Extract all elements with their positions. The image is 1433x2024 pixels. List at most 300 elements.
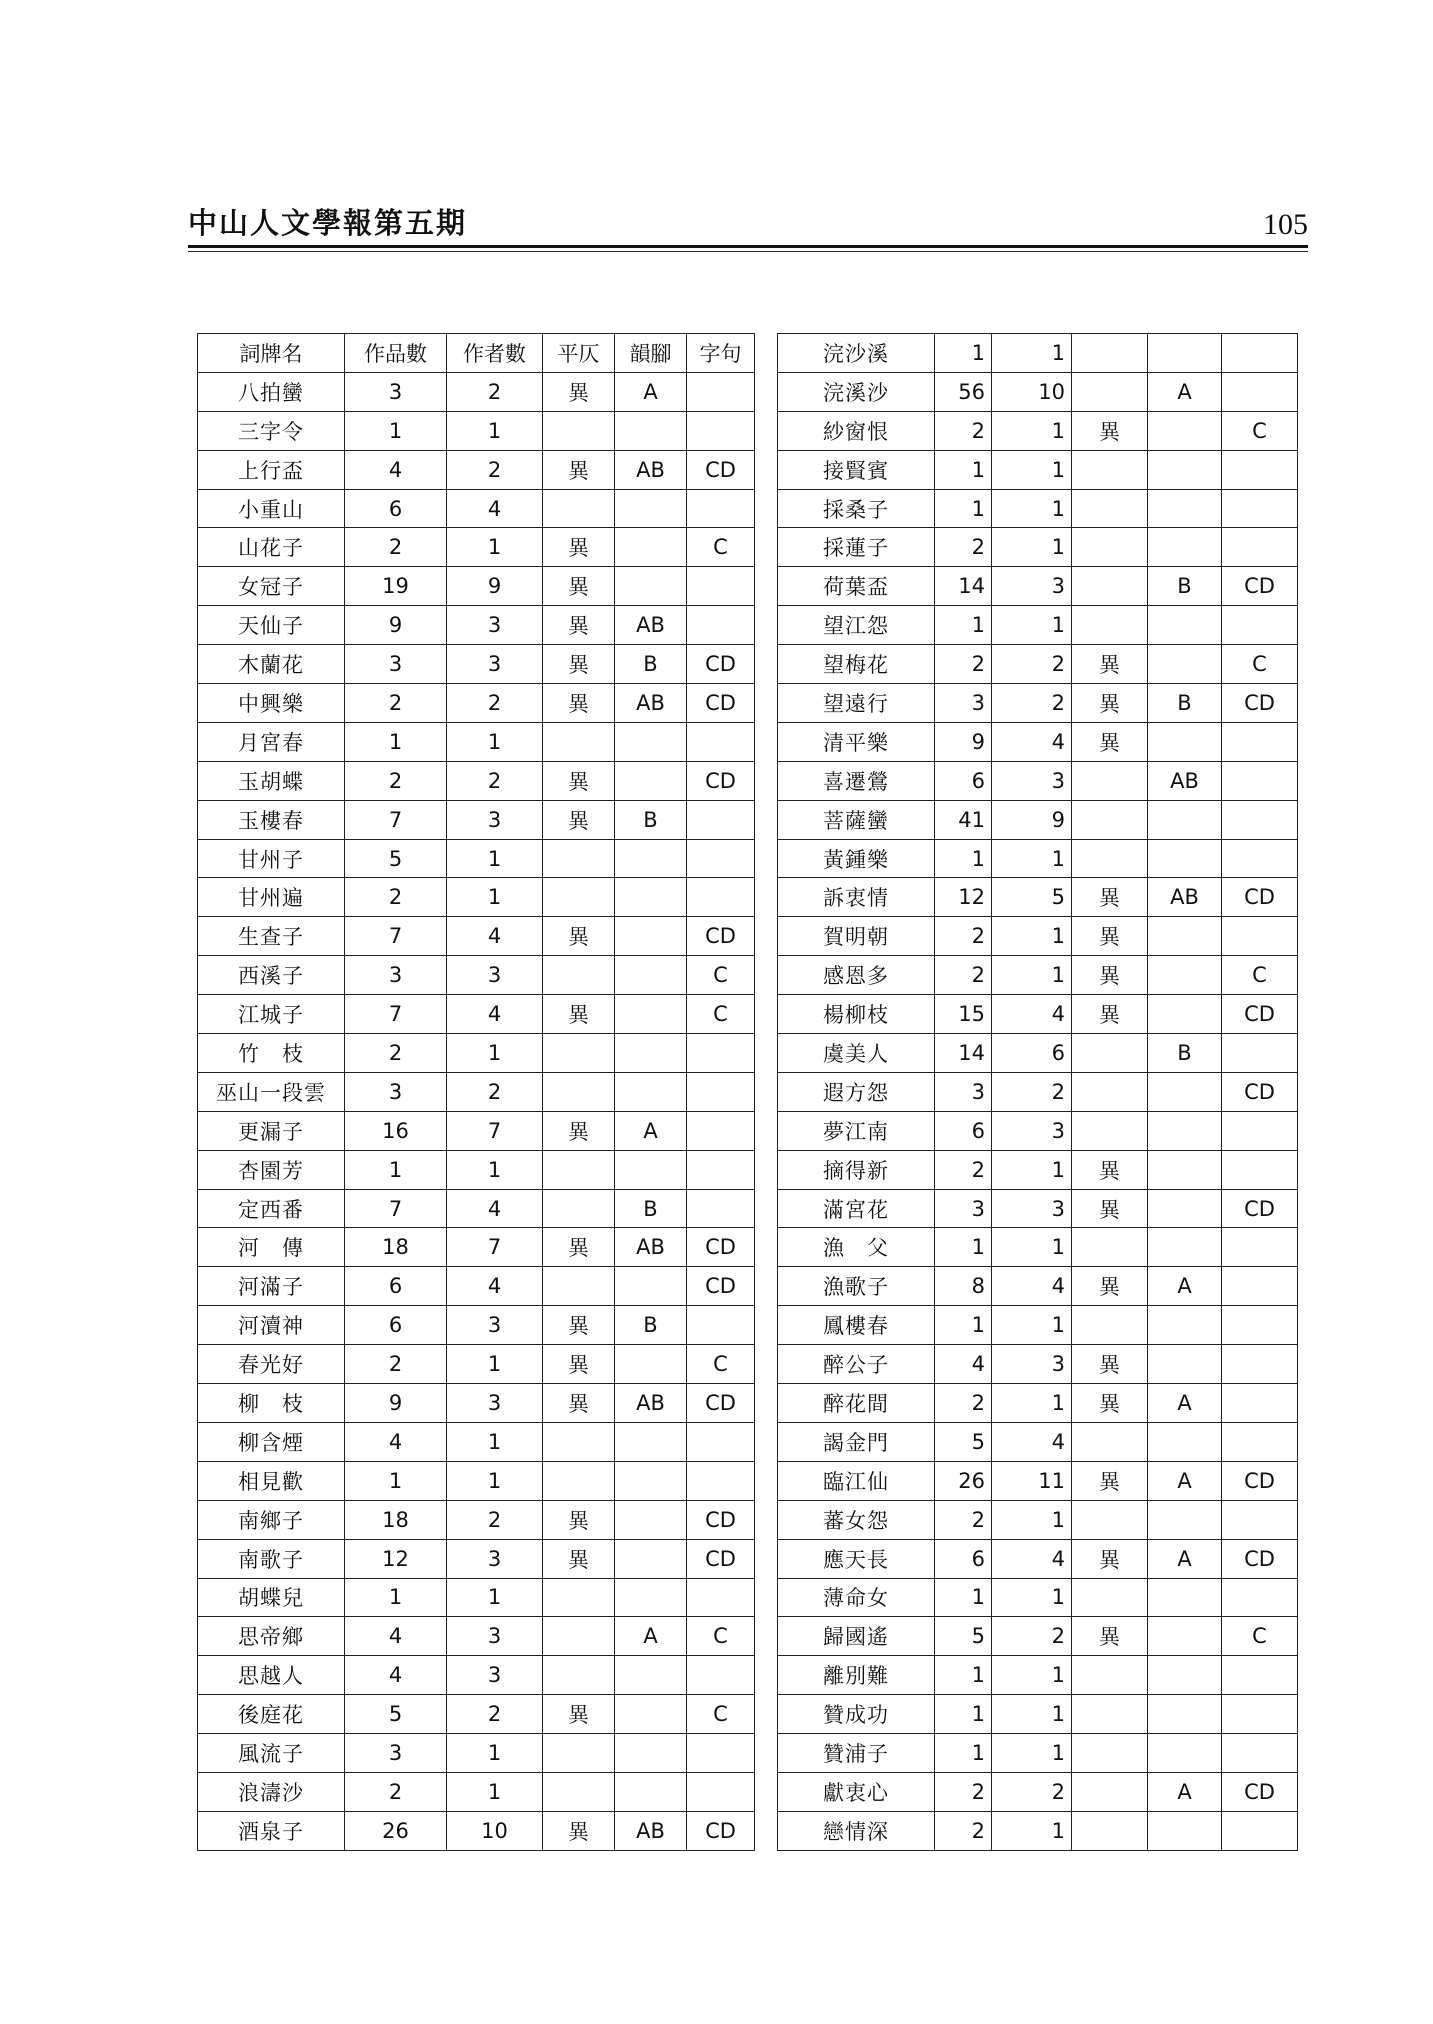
tonal-pattern-cell: 異 (1072, 1384, 1148, 1423)
table-row (778, 334, 1298, 373)
author-count-cell: 2 (447, 761, 543, 800)
work-count-cell: 1 (935, 1306, 992, 1345)
rhyme-cell: A (1148, 1267, 1222, 1306)
rhyme-cell: A (1148, 1772, 1222, 1811)
tonal-pattern-cell (1072, 1578, 1148, 1617)
rhyme-cell (615, 1461, 687, 1500)
cipai-name-cell: 山花子 (198, 528, 345, 567)
cipai-name-cell: 南歌子 (198, 1539, 345, 1578)
table-row (778, 1111, 1298, 1150)
author-count-cell: 2 (447, 1500, 543, 1539)
author-count-cell: 1 (992, 917, 1072, 956)
rhyme-cell (1148, 722, 1222, 761)
work-count-cell: 1 (935, 839, 992, 878)
line-pattern-cell (1222, 1150, 1298, 1189)
line-pattern-cell (687, 606, 755, 645)
work-count-cell: 2 (935, 1772, 992, 1811)
tonal-pattern-cell: 異 (543, 1384, 615, 1423)
tonal-pattern-cell (543, 956, 615, 995)
author-count-cell: 1 (992, 1578, 1072, 1617)
author-count-cell: 1 (992, 489, 1072, 528)
cipai-name-cell: 杏園芳 (198, 1150, 345, 1189)
cipai-name-cell: 浣沙溪 (778, 334, 935, 373)
table-row (198, 645, 755, 684)
header-rhyme: 韻腳 (615, 334, 687, 373)
line-pattern-cell (687, 1072, 755, 1111)
tonal-pattern-cell (543, 1267, 615, 1306)
tonal-pattern-cell (543, 839, 615, 878)
work-count-cell: 7 (345, 800, 447, 839)
line-pattern-cell (1222, 1811, 1298, 1850)
cipai-name-cell: 喜遷鶯 (778, 761, 935, 800)
cipai-name-cell: 思越人 (198, 1656, 345, 1695)
line-pattern-cell (687, 567, 755, 606)
tonal-pattern-cell (1072, 761, 1148, 800)
line-pattern-cell (1222, 450, 1298, 489)
work-count-cell: 1 (935, 489, 992, 528)
rhyme-cell (1148, 1578, 1222, 1617)
cipai-name-cell: 酒泉子 (198, 1811, 345, 1850)
table-row (198, 1734, 755, 1773)
tonal-pattern-cell: 異 (543, 761, 615, 800)
author-count-cell: 3 (447, 956, 543, 995)
tonal-pattern-cell (543, 1734, 615, 1773)
cipai-name-cell: 獻衷心 (778, 1772, 935, 1811)
author-count-cell: 1 (447, 1734, 543, 1773)
table-row (198, 1306, 755, 1345)
table-row (778, 567, 1298, 606)
work-count-cell: 2 (345, 684, 447, 723)
table-row (778, 917, 1298, 956)
rhyme-cell (1148, 1072, 1222, 1111)
journal-title: 中山人文學報第五期 (188, 206, 468, 240)
line-pattern-cell: C (687, 1345, 755, 1384)
rhyme-cell: AB (615, 1228, 687, 1267)
rhyme-cell: B (1148, 1034, 1222, 1073)
header-rule-thin (188, 251, 1308, 252)
table-row (198, 528, 755, 567)
table-row (778, 1772, 1298, 1811)
rhyme-cell: AB (615, 1384, 687, 1423)
line-pattern-cell (1222, 1267, 1298, 1306)
rhyme-cell (615, 1539, 687, 1578)
line-pattern-cell (687, 1111, 755, 1150)
author-count-cell: 1 (992, 411, 1072, 450)
line-pattern-cell (687, 1461, 755, 1500)
tonal-pattern-cell: 異 (1072, 1267, 1148, 1306)
tonal-pattern-cell: 異 (1072, 1150, 1148, 1189)
work-count-cell: 5 (345, 839, 447, 878)
table-row (778, 1734, 1298, 1773)
table-row (198, 1461, 755, 1500)
cipai-name-cell: 甘州子 (198, 839, 345, 878)
table-row (778, 1034, 1298, 1073)
line-pattern-cell: C (1222, 1617, 1298, 1656)
cipai-name-cell: 河瀆神 (198, 1306, 345, 1345)
work-count-cell: 8 (935, 1267, 992, 1306)
author-count-cell: 4 (992, 1422, 1072, 1461)
rhyme-cell (615, 489, 687, 528)
header-cipai-name: 詞牌名 (198, 334, 345, 373)
line-pattern-cell: CD (687, 761, 755, 800)
work-count-cell: 4 (345, 1656, 447, 1695)
cipai-name-cell: 贊成功 (778, 1695, 935, 1734)
table-row (778, 1189, 1298, 1228)
line-pattern-cell (1222, 800, 1298, 839)
table-row (198, 450, 755, 489)
author-count-cell: 4 (992, 995, 1072, 1034)
author-count-cell: 4 (447, 995, 543, 1034)
rhyme-cell (1148, 1150, 1222, 1189)
table-row (778, 839, 1298, 878)
table-row (778, 1656, 1298, 1695)
rhyme-cell (1148, 645, 1222, 684)
author-count-cell: 1 (992, 1306, 1072, 1345)
author-count-cell: 1 (992, 1150, 1072, 1189)
tonal-pattern-cell: 異 (1072, 1461, 1148, 1500)
cipai-name-cell: 更漏子 (198, 1111, 345, 1150)
cipai-name-cell: 滿宮花 (778, 1189, 935, 1228)
line-pattern-cell (687, 1578, 755, 1617)
rhyme-cell (1148, 1111, 1222, 1150)
work-count-cell: 2 (935, 645, 992, 684)
cipai-name-cell: 黃鍾樂 (778, 839, 935, 878)
line-pattern-cell (1222, 334, 1298, 373)
tonal-pattern-cell (543, 1034, 615, 1073)
work-count-cell: 14 (935, 1034, 992, 1073)
rhyme-cell (615, 1695, 687, 1734)
work-count-cell: 1 (345, 1578, 447, 1617)
work-count-cell: 5 (345, 1695, 447, 1734)
work-count-cell: 18 (345, 1228, 447, 1267)
cipai-name-cell: 醉公子 (778, 1345, 935, 1384)
line-pattern-cell: CD (1222, 1461, 1298, 1500)
author-count-cell: 7 (447, 1228, 543, 1267)
rhyme-cell (1148, 489, 1222, 528)
table-row (198, 1384, 755, 1423)
table-row (198, 606, 755, 645)
work-count-cell: 6 (935, 761, 992, 800)
tonal-pattern-cell (1072, 528, 1148, 567)
line-pattern-cell (1222, 1500, 1298, 1539)
tonal-pattern-cell (543, 1072, 615, 1111)
rhyme-cell (615, 1072, 687, 1111)
author-count-cell: 2 (992, 1072, 1072, 1111)
table-row (198, 1772, 755, 1811)
work-count-cell: 6 (935, 1111, 992, 1150)
rhyme-cell (615, 722, 687, 761)
table-row (778, 1306, 1298, 1345)
tonal-pattern-cell: 異 (543, 645, 615, 684)
line-pattern-cell: C (687, 1617, 755, 1656)
work-count-cell: 2 (345, 528, 447, 567)
cipai-table-right (777, 333, 1298, 1851)
table-header-row (198, 334, 755, 373)
author-count-cell: 1 (447, 1461, 543, 1500)
line-pattern-cell (1222, 917, 1298, 956)
author-count-cell: 3 (992, 567, 1072, 606)
author-count-cell: 1 (992, 450, 1072, 489)
table-row (198, 411, 755, 450)
author-count-cell: 2 (447, 372, 543, 411)
rhyme-cell (615, 1656, 687, 1695)
rhyme-cell (615, 878, 687, 917)
work-count-cell: 14 (935, 567, 992, 606)
table-row (198, 1656, 755, 1695)
tonal-pattern-cell: 異 (543, 1811, 615, 1850)
work-count-cell: 19 (345, 567, 447, 606)
author-count-cell: 4 (447, 917, 543, 956)
author-count-cell: 2 (992, 1772, 1072, 1811)
work-count-cell: 56 (935, 372, 992, 411)
cipai-name-cell: 虞美人 (778, 1034, 935, 1073)
line-pattern-cell (687, 722, 755, 761)
table-row (198, 1267, 755, 1306)
rhyme-cell (615, 1150, 687, 1189)
author-count-cell: 1 (447, 839, 543, 878)
line-pattern-cell: CD (687, 1384, 755, 1423)
tonal-pattern-cell: 異 (543, 1539, 615, 1578)
work-count-cell: 15 (935, 995, 992, 1034)
author-count-cell: 2 (447, 684, 543, 723)
table-row (198, 1189, 755, 1228)
table-row (778, 1384, 1298, 1423)
author-count-cell: 7 (447, 1111, 543, 1150)
table-row (778, 1461, 1298, 1500)
work-count-cell: 2 (345, 761, 447, 800)
cipai-name-cell: 風流子 (198, 1734, 345, 1773)
cipai-name-cell: 荷葉盃 (778, 567, 935, 606)
line-pattern-cell (687, 878, 755, 917)
table-row (778, 1695, 1298, 1734)
work-count-cell: 2 (345, 1034, 447, 1073)
author-count-cell: 1 (992, 334, 1072, 373)
author-count-cell: 2 (447, 1072, 543, 1111)
tonal-pattern-cell: 異 (543, 917, 615, 956)
line-pattern-cell (1222, 1578, 1298, 1617)
line-pattern-cell (687, 1734, 755, 1773)
line-pattern-cell (687, 1034, 755, 1073)
work-count-cell: 2 (935, 956, 992, 995)
line-pattern-cell: CD (687, 917, 755, 956)
tonal-pattern-cell (1072, 800, 1148, 839)
rhyme-cell (1148, 956, 1222, 995)
work-count-cell: 1 (935, 1695, 992, 1734)
author-count-cell: 3 (447, 1539, 543, 1578)
header-rule (188, 245, 1308, 248)
rhyme-cell (1148, 1811, 1222, 1850)
line-pattern-cell (1222, 1306, 1298, 1345)
rhyme-cell: B (615, 800, 687, 839)
line-pattern-cell: CD (1222, 567, 1298, 606)
table-row (778, 956, 1298, 995)
cipai-name-cell: 女冠子 (198, 567, 345, 606)
rhyme-cell (1148, 839, 1222, 878)
cipai-name-cell: 八拍蠻 (198, 372, 345, 411)
cipai-name-cell: 巫山一段雲 (198, 1072, 345, 1111)
rhyme-cell (615, 761, 687, 800)
rhyme-cell (615, 917, 687, 956)
work-count-cell: 2 (935, 1811, 992, 1850)
author-count-cell: 10 (992, 372, 1072, 411)
work-count-cell: 4 (345, 1617, 447, 1656)
rhyme-cell (1148, 1306, 1222, 1345)
table-row (778, 722, 1298, 761)
author-count-cell: 3 (992, 1111, 1072, 1150)
author-count-cell: 1 (992, 1384, 1072, 1423)
rhyme-cell: AB (615, 684, 687, 723)
author-count-cell: 6 (992, 1034, 1072, 1073)
cipai-name-cell: 鳳樓春 (778, 1306, 935, 1345)
work-count-cell: 1 (935, 606, 992, 645)
author-count-cell: 9 (447, 567, 543, 606)
author-count-cell: 1 (992, 1695, 1072, 1734)
rhyme-cell (615, 956, 687, 995)
cipai-name-cell: 蕃女怨 (778, 1500, 935, 1539)
tonal-pattern-cell: 異 (543, 450, 615, 489)
tonal-pattern-cell: 異 (543, 1111, 615, 1150)
line-pattern-cell: C (687, 1695, 755, 1734)
work-count-cell: 7 (345, 1189, 447, 1228)
rhyme-cell (1148, 995, 1222, 1034)
line-pattern-cell (687, 1656, 755, 1695)
work-count-cell: 26 (935, 1461, 992, 1500)
tonal-pattern-cell (1072, 1500, 1148, 1539)
table-row (778, 878, 1298, 917)
cipai-name-cell: 賀明朝 (778, 917, 935, 956)
work-count-cell: 1 (935, 1734, 992, 1773)
cipai-name-cell: 醉花間 (778, 1384, 935, 1423)
rhyme-cell: A (1148, 1539, 1222, 1578)
line-pattern-cell (1222, 1345, 1298, 1384)
tonal-pattern-cell: 異 (1072, 878, 1148, 917)
table-row (778, 1150, 1298, 1189)
table-row (198, 1228, 755, 1267)
tonal-pattern-cell: 異 (1072, 956, 1148, 995)
table-row (198, 878, 755, 917)
line-pattern-cell: CD (687, 684, 755, 723)
cipai-name-cell: 柳 枝 (198, 1384, 345, 1423)
work-count-cell: 1 (345, 722, 447, 761)
work-count-cell: 3 (935, 684, 992, 723)
tonal-pattern-cell (543, 1656, 615, 1695)
cipai-name-cell: 歸國遙 (778, 1617, 935, 1656)
line-pattern-cell (687, 372, 755, 411)
cipai-name-cell: 天仙子 (198, 606, 345, 645)
cipai-name-cell: 浣溪沙 (778, 372, 935, 411)
table-row (778, 1422, 1298, 1461)
work-count-cell: 41 (935, 800, 992, 839)
tonal-pattern-cell: 異 (543, 528, 615, 567)
tonal-pattern-cell (1072, 1034, 1148, 1073)
tonal-pattern-cell: 異 (543, 567, 615, 606)
work-count-cell: 3 (935, 1189, 992, 1228)
line-pattern-cell: CD (687, 1811, 755, 1850)
work-count-cell: 4 (345, 1422, 447, 1461)
work-count-cell: 1 (935, 334, 992, 373)
work-count-cell: 2 (935, 1500, 992, 1539)
tonal-pattern-cell: 異 (1072, 1539, 1148, 1578)
rhyme-cell (615, 839, 687, 878)
work-count-cell: 1 (935, 1578, 992, 1617)
header-work-count: 作品數 (345, 334, 447, 373)
rhyme-cell (1148, 1734, 1222, 1773)
rhyme-cell (1148, 1617, 1222, 1656)
tonal-pattern-cell: 異 (543, 800, 615, 839)
rhyme-cell: A (1148, 1461, 1222, 1500)
tonal-pattern-cell (543, 1150, 615, 1189)
tonal-pattern-cell: 異 (1072, 995, 1148, 1034)
work-count-cell: 7 (345, 917, 447, 956)
author-count-cell: 1 (992, 1500, 1072, 1539)
cipai-name-cell: 玉樓春 (198, 800, 345, 839)
work-count-cell: 3 (935, 1072, 992, 1111)
rhyme-cell: A (1148, 372, 1222, 411)
tonal-pattern-cell (1072, 1072, 1148, 1111)
line-pattern-cell (1222, 1384, 1298, 1423)
cipai-name-cell: 胡蝶兒 (198, 1578, 345, 1617)
line-pattern-cell (687, 411, 755, 450)
rhyme-cell: AB (1148, 878, 1222, 917)
rhyme-cell (615, 1578, 687, 1617)
tonal-pattern-cell (1072, 1772, 1148, 1811)
cipai-name-cell: 浪濤沙 (198, 1772, 345, 1811)
rhyme-cell: B (1148, 567, 1222, 606)
rhyme-cell (615, 1034, 687, 1073)
tonal-pattern-cell (1072, 450, 1148, 489)
author-count-cell: 4 (447, 1267, 543, 1306)
table-row (778, 1539, 1298, 1578)
work-count-cell: 5 (935, 1617, 992, 1656)
tonal-pattern-cell (1072, 372, 1148, 411)
rhyme-cell (1148, 606, 1222, 645)
author-count-cell: 3 (447, 1656, 543, 1695)
author-count-cell: 9 (992, 800, 1072, 839)
cipai-name-cell: 採蓮子 (778, 528, 935, 567)
table-row (778, 800, 1298, 839)
work-count-cell: 9 (345, 1384, 447, 1423)
work-count-cell: 2 (345, 1345, 447, 1384)
cipai-name-cell: 相見歡 (198, 1461, 345, 1500)
tonal-pattern-cell: 異 (1072, 1189, 1148, 1228)
cipai-name-cell: 訴衷情 (778, 878, 935, 917)
author-count-cell: 1 (992, 839, 1072, 878)
tonal-pattern-cell (543, 1772, 615, 1811)
rhyme-cell (1148, 1656, 1222, 1695)
work-count-cell: 1 (345, 1461, 447, 1500)
tonal-pattern-cell: 異 (543, 1345, 615, 1384)
line-pattern-cell (1222, 606, 1298, 645)
work-count-cell: 2 (935, 1150, 992, 1189)
tonal-pattern-cell (1072, 1422, 1148, 1461)
table-row (198, 1578, 755, 1617)
cipai-name-cell: 應天長 (778, 1539, 935, 1578)
cipai-name-cell: 紗窗恨 (778, 411, 935, 450)
line-pattern-cell (1222, 1111, 1298, 1150)
table-row (778, 1811, 1298, 1850)
table-row (198, 684, 755, 723)
rhyme-cell (615, 567, 687, 606)
line-pattern-cell: CD (687, 1500, 755, 1539)
tonal-pattern-cell: 異 (543, 684, 615, 723)
rhyme-cell (1148, 1345, 1222, 1384)
work-count-cell: 1 (935, 1228, 992, 1267)
rhyme-cell (615, 1500, 687, 1539)
author-count-cell: 2 (992, 684, 1072, 723)
author-count-cell: 1 (447, 411, 543, 450)
author-count-cell: 1 (992, 1228, 1072, 1267)
rhyme-cell: A (615, 1111, 687, 1150)
